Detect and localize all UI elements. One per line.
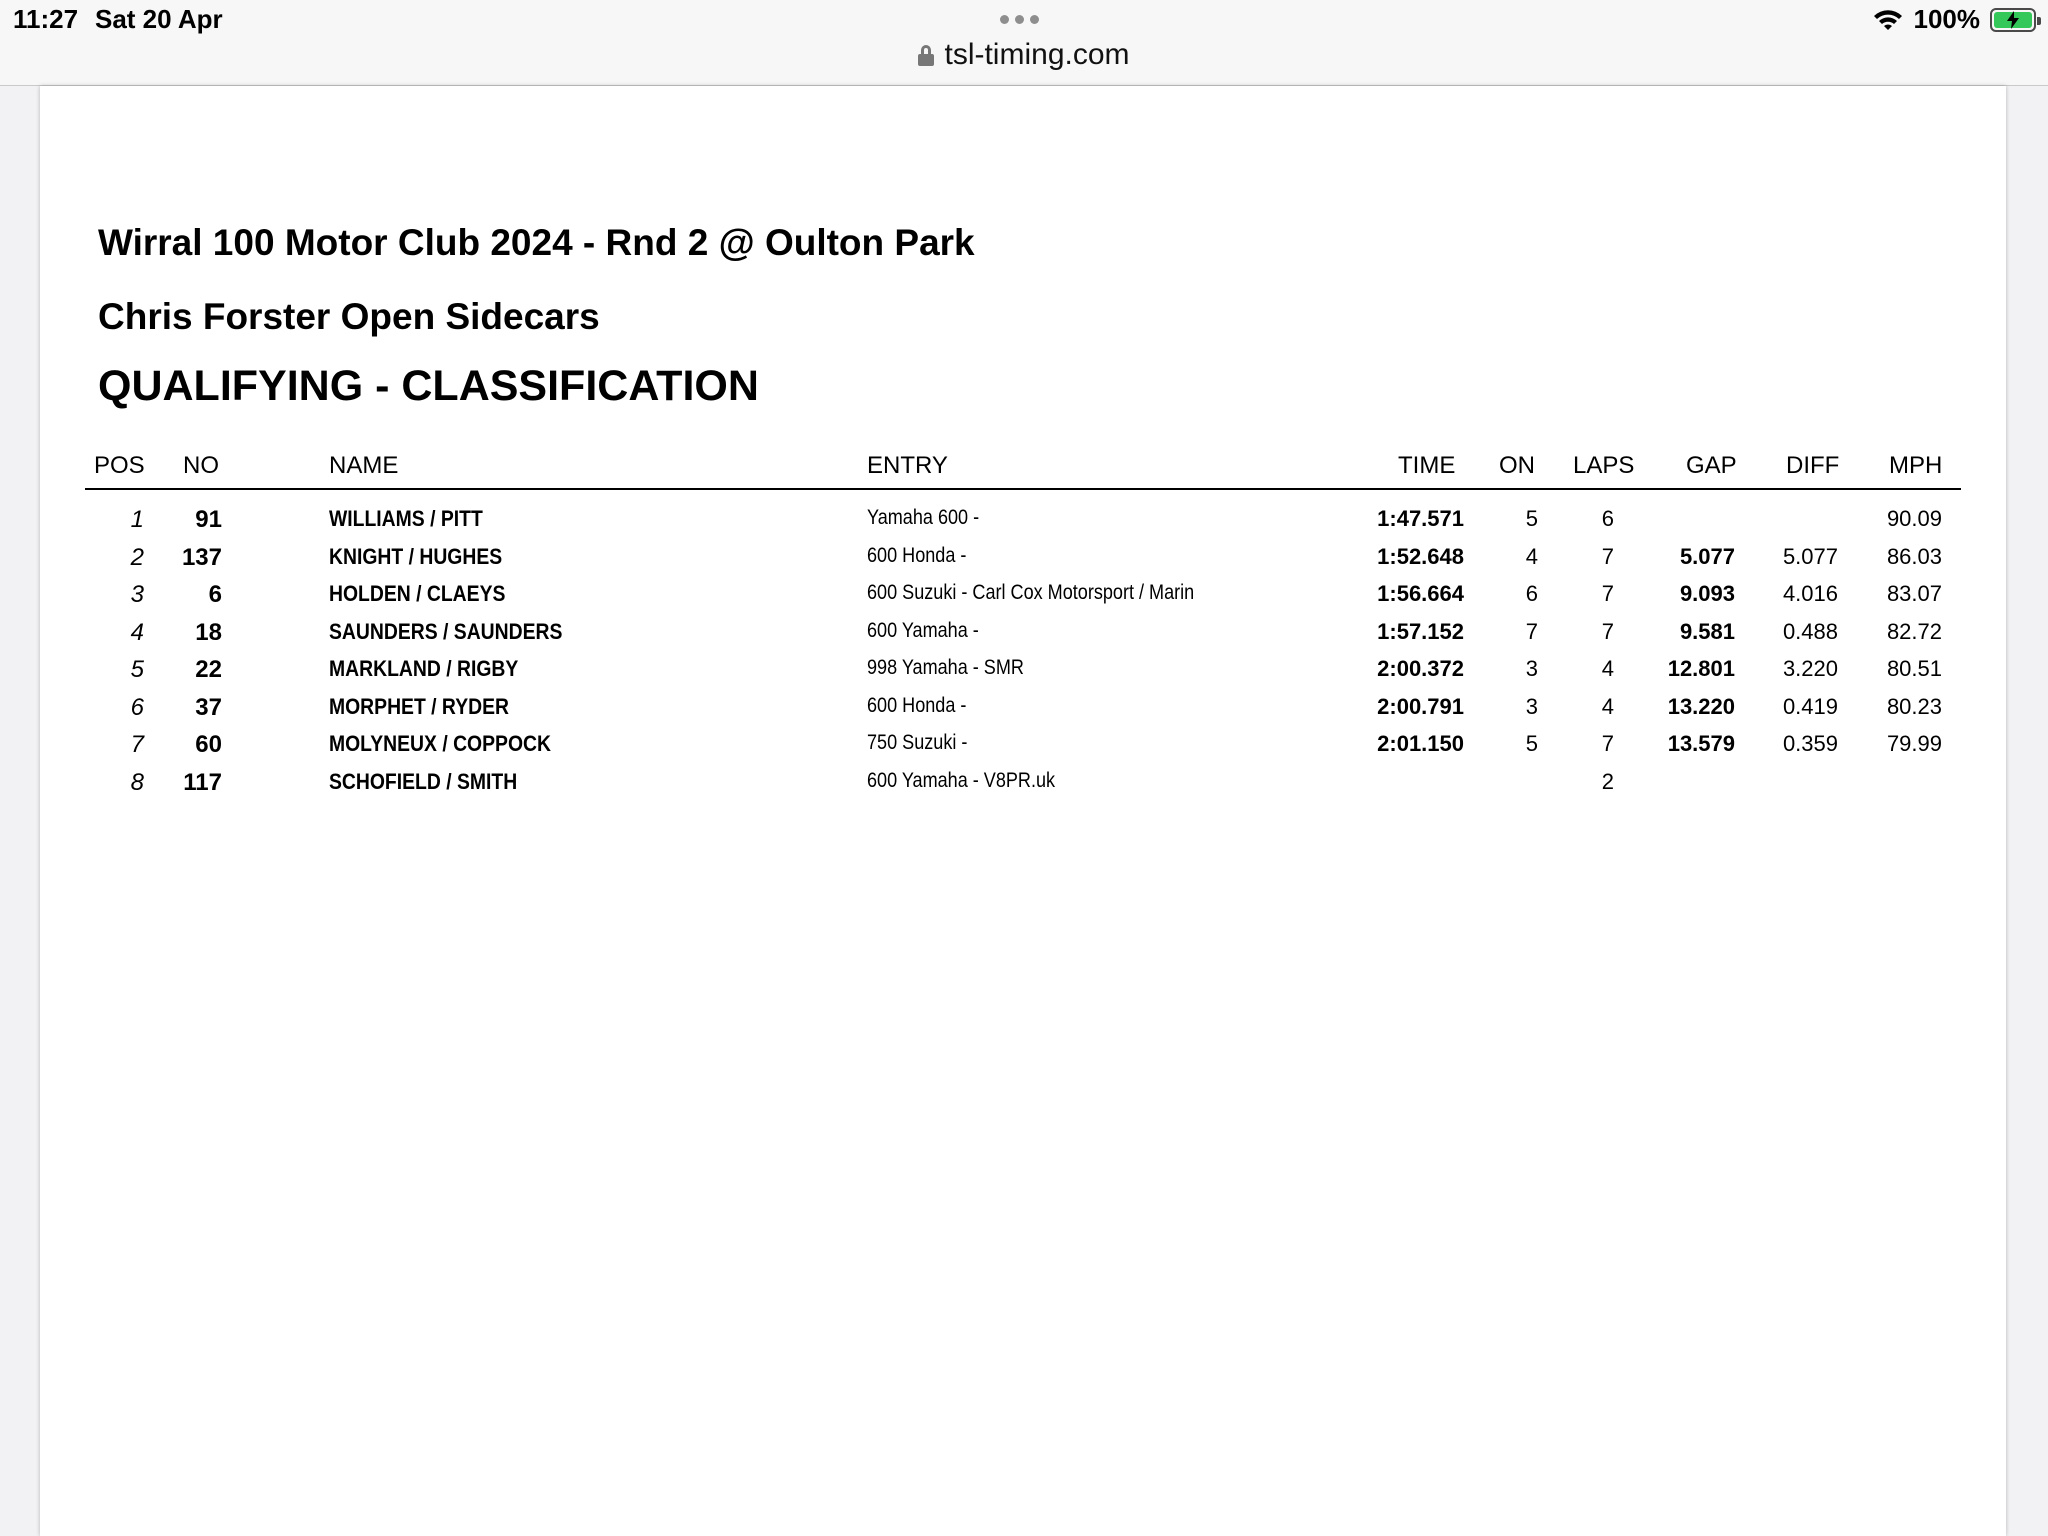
battery-charging-icon <box>1990 8 2036 32</box>
cell-time: 1:47.571 <box>1377 506 1464 531</box>
cell-laps: 4 <box>1601 656 1614 681</box>
col-header-no: NO <box>183 452 219 479</box>
cell-gap: 12.801 <box>1667 656 1735 681</box>
cell-no: 117 <box>183 769 222 796</box>
cell-on: 4 <box>1525 544 1538 569</box>
cell-name: WILLIAMS / PITT <box>329 506 483 531</box>
col-header-gap: GAP <box>1686 452 1737 479</box>
cell-name: MORPHET / RYDER <box>329 694 509 719</box>
cell-pos: 2 <box>130 544 144 571</box>
cell-pos: 7 <box>130 731 144 758</box>
cell-laps: 7 <box>1601 544 1614 569</box>
col-header-laps: LAPS <box>1573 452 1635 479</box>
cell-on: 5 <box>1525 506 1538 531</box>
cell-gap: 9.093 <box>1679 581 1735 606</box>
cell-diff: 4.016 <box>1782 581 1838 606</box>
cell-entry: 600 Suzuki - Carl Cox Motorsport / Marin <box>867 581 1195 604</box>
cell-laps: 4 <box>1601 694 1614 719</box>
col-header-name: NAME <box>329 452 399 479</box>
cell-mph: 80.51 <box>1886 656 1942 681</box>
status-right <box>1872 4 2037 35</box>
cell-pos: 1 <box>130 506 144 533</box>
cell-laps: 7 <box>1601 619 1614 644</box>
cell-no: 6 <box>208 581 222 608</box>
cell-mph: 79.99 <box>1886 731 1942 756</box>
lock-icon <box>918 45 934 65</box>
cell-gap: 13.579 <box>1667 731 1735 756</box>
table-row <box>0 506 2048 544</box>
cell-no: 18 <box>195 619 222 646</box>
cell-entry: 600 Yamaha - <box>867 619 979 642</box>
cell-pos: 3 <box>130 581 144 608</box>
status-time: 11:27 <box>13 4 79 34</box>
cell-on: 3 <box>1525 694 1538 719</box>
battery-percentage: 100% <box>1913 4 1980 34</box>
table-row <box>0 731 2048 769</box>
col-header-entry: ENTRY <box>867 452 948 479</box>
table-row <box>0 656 2048 694</box>
table-row <box>0 769 2048 807</box>
cell-diff: 3.220 <box>1782 656 1838 681</box>
cell-gap: 5.077 <box>1679 544 1735 569</box>
cell-on: 6 <box>1525 581 1538 606</box>
cell-laps: 6 <box>1601 506 1614 531</box>
cell-entry: Yamaha 600 - <box>867 506 980 529</box>
cell-no: 91 <box>195 506 222 533</box>
cell-no: 60 <box>195 731 222 758</box>
cell-on: 3 <box>1525 656 1538 681</box>
session-title: QUALIFYING - CLASSIFICATION <box>98 362 759 410</box>
header-rule <box>85 488 1961 490</box>
cell-time: 1:56.664 <box>1377 581 1464 606</box>
cell-diff: 0.419 <box>1782 694 1838 719</box>
col-header-time: TIME <box>1398 452 1456 479</box>
cell-time: 1:52.648 <box>1377 544 1464 569</box>
cell-time: 1:57.152 <box>1377 619 1464 644</box>
cell-on: 5 <box>1525 731 1538 756</box>
cell-diff: 5.077 <box>1782 544 1838 569</box>
cell-name: SCHOFIELD / SMITH <box>329 769 518 794</box>
cell-entry: 998 Yamaha - SMR <box>867 656 1024 679</box>
cell-on: 7 <box>1525 619 1538 644</box>
wifi-icon <box>1872 7 1904 33</box>
event-title: Wirral 100 Motor Club 2024 - Rnd 2 @ Oulton Park <box>98 222 975 263</box>
browser-top-bar <box>0 0 2048 86</box>
cell-name: KNIGHT / HUGHES <box>329 544 503 569</box>
cell-name: MOLYNEUX / COPPOCK <box>329 731 551 756</box>
cell-laps: 7 <box>1601 731 1614 756</box>
cell-gap: 13.220 <box>1667 694 1735 719</box>
table-row <box>0 694 2048 732</box>
col-header-on: ON <box>1499 452 1535 479</box>
cell-diff: 0.488 <box>1782 619 1838 644</box>
cell-entry: 600 Honda - <box>867 544 967 567</box>
cell-gap: 9.581 <box>1679 619 1735 644</box>
cell-no: 37 <box>195 694 222 721</box>
cell-laps: 7 <box>1601 581 1614 606</box>
cell-time: 2:00.791 <box>1377 694 1464 719</box>
cell-entry: 750 Suzuki - <box>867 731 968 754</box>
url-text: tsl-timing.com <box>944 38 1130 71</box>
cell-diff: 0.359 <box>1782 731 1838 756</box>
cell-name: HOLDEN / CLAEYS <box>329 581 506 606</box>
class-title: Chris Forster Open Sidecars <box>98 296 600 337</box>
cell-mph: 80.23 <box>1886 694 1942 719</box>
cell-mph: 83.07 <box>1886 581 1942 606</box>
table-row <box>0 581 2048 619</box>
cell-pos: 8 <box>130 769 144 796</box>
cell-name: SAUNDERS / SAUNDERS <box>329 619 563 644</box>
cell-name: MARKLAND / RIGBY <box>329 656 519 681</box>
cell-mph: 82.72 <box>1886 619 1942 644</box>
col-header-pos: POS <box>94 452 145 479</box>
table-row <box>0 619 2048 657</box>
status-date: Sat 20 Apr <box>95 4 223 34</box>
col-header-diff: DIFF <box>1786 452 1840 479</box>
col-header-mph: MPH <box>1889 452 1943 479</box>
cell-pos: 5 <box>130 656 144 683</box>
cell-entry: 600 Yamaha - V8PR.uk <box>867 769 1056 792</box>
cell-laps: 2 <box>1601 769 1614 794</box>
cell-no: 22 <box>195 656 222 683</box>
cell-no: 137 <box>181 544 222 571</box>
cell-time: 2:01.150 <box>1377 731 1464 756</box>
cell-pos: 6 <box>130 694 144 721</box>
multitasking-dots-icon[interactable] <box>1000 15 1039 24</box>
address-bar[interactable] <box>0 38 2048 72</box>
cell-entry: 600 Honda - <box>867 694 967 717</box>
cell-time: 2:00.372 <box>1377 656 1464 681</box>
cell-mph: 90.09 <box>1886 506 1942 531</box>
cell-mph: 86.03 <box>1886 544 1942 569</box>
table-row <box>0 544 2048 582</box>
cell-pos: 4 <box>130 619 144 646</box>
